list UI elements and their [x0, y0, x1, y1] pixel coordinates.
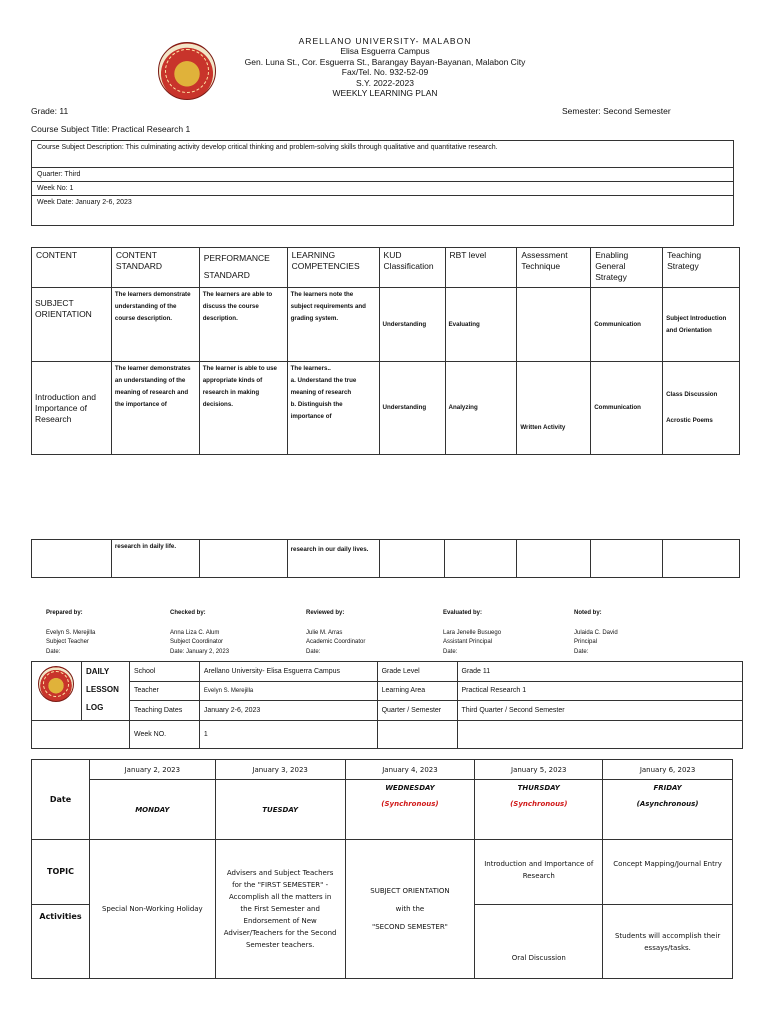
dll-title-line1: DAILY [85, 667, 110, 676]
day-wed-cell [345, 780, 475, 840]
date-wed: January 4, 2023 [345, 760, 475, 780]
signatory-title: Reviewed by: [306, 610, 345, 616]
signatory-date: Date: [574, 648, 589, 655]
signatory-title: Evaluated by: [443, 610, 483, 616]
row2-content-standard [111, 362, 199, 455]
header-teaching: Teaching Strategy [663, 248, 740, 288]
activities-row-label: Activities [32, 905, 90, 979]
signatory-title: Noted by: [574, 610, 602, 616]
header-learning-competencies: LEARNING COMPETENCIES [287, 248, 379, 288]
signatory-prepared [46, 609, 95, 657]
thursday-activity: Oral Discussion [475, 905, 603, 979]
semester-label: Semester: Second Semester [562, 106, 671, 116]
signatory-name: Anna Liza C. Alum [170, 629, 220, 636]
row1-rbt: Evaluating [445, 288, 517, 362]
signatory-evaluated [443, 609, 501, 657]
learning-area-label: Learning Area [377, 681, 457, 701]
dll-title-line2: LESSON [85, 685, 119, 694]
cont-enabling [591, 540, 663, 578]
cont-competencies: research in our daily lives. [287, 540, 379, 578]
signatory-date: Date: January 2, 2023 [170, 648, 230, 655]
day-fri-cell [603, 780, 733, 840]
weekly-schedule-table [31, 759, 733, 979]
day-wed: WEDNESDAY [385, 784, 435, 792]
table-row [32, 540, 740, 578]
date-tue: January 3, 2023 [215, 760, 345, 780]
day-mon: MONDAY [89, 780, 215, 840]
signatory-role: Principal [574, 639, 598, 645]
learning-area-value: Practical Research 1 [457, 681, 743, 701]
wednesday-line2: with the [395, 905, 425, 913]
signatory-date: Date: [443, 648, 458, 655]
signatory-date: Date: [306, 648, 321, 655]
row1-enabling: Communication [591, 288, 663, 362]
signatory-title: Prepared by: [46, 610, 83, 616]
empty-cell [32, 721, 130, 749]
empty-cell [377, 721, 457, 749]
row2-kud: Understanding [379, 362, 445, 455]
grade-level-label: Grade Level [377, 662, 457, 682]
weekly-plan-table [31, 247, 740, 455]
row2-teaching-line2: Acrostic Poems [666, 417, 713, 424]
topic-row-label: TOPIC [32, 840, 90, 905]
row2-competencies-line3: b. Distinguish the importance of [290, 401, 343, 420]
week-no-label: Week NO. [129, 721, 199, 749]
dll-title [81, 662, 129, 721]
cont-rbt [445, 540, 517, 578]
row2-teaching [663, 362, 740, 455]
course-info-box [31, 140, 734, 226]
day-thu-cell [475, 780, 603, 840]
signatory-name: Evelyn S. Merejilla [46, 629, 96, 636]
cont-content [32, 540, 112, 578]
row2-content-standard-line1: The learner demonstrates [114, 365, 191, 372]
signatory-name: Julie M. Arras [306, 629, 343, 636]
document-title: WEEKLY LEARNING PLAN [332, 88, 438, 98]
day-thu: THURSDAY [517, 784, 560, 792]
cont-assessment [517, 540, 591, 578]
signatory-name: Julaida C. David [574, 629, 618, 636]
tuesday-cell: Advisers and Subject Teachers for the "FIRST SEMESTER" - Accomplish all the matters in the First Semester and Endorsement of New Adviser/Teachers for the Second Semester teachers. [215, 840, 345, 979]
friday-topic: Concept Mapping/Journal Entry [603, 840, 733, 905]
signatory-noted [574, 609, 618, 657]
university-name: ARELLANO UNIVERSITY- MALABON [298, 36, 472, 46]
empty-cell [457, 721, 743, 749]
header-kud: KUD Classification [379, 248, 445, 288]
header-rbt: RBT level [445, 248, 517, 288]
teacher-value: Evelyn S. Merejilla [199, 681, 377, 701]
thursday-topic: Introduction and Importance of Research [475, 840, 603, 905]
row2-competencies-line1: The learners.. [290, 365, 331, 372]
day-tue: TUESDAY [215, 780, 345, 840]
quarter-semester-label: Quarter / Semester [377, 701, 457, 721]
row1-teaching: Subject Introduction and Orientation [663, 288, 740, 362]
plan-header-row [32, 248, 740, 288]
signatory-role: Academic Coordinator [306, 639, 366, 645]
header-content: CONTENT [32, 248, 112, 288]
mode-thu: (Synchronous) [510, 800, 568, 808]
row2-assessment: Written Activity [517, 362, 591, 455]
school-year: S.Y. 2022-2023 [356, 78, 414, 88]
row2-rbt: Analyzing [445, 362, 517, 455]
signatory-reviewed [306, 609, 365, 657]
monday-cell: Special Non-Working Holiday [89, 840, 215, 979]
quarter: Quarter: Third [32, 168, 734, 182]
wednesday-cell [345, 840, 475, 979]
cont-content-standard: research in daily life. [111, 540, 199, 578]
header-content-standard: CONTENT STANDARD [111, 248, 199, 288]
signatory-checked [170, 609, 229, 657]
row1-content-standard: The learners demonstrate understanding of the course description. [111, 288, 199, 362]
teaching-dates-value: January 2-6, 2023 [199, 701, 377, 721]
row1-content: SUBJECT ORIENTATION [32, 288, 112, 362]
row1-performance-standard: The learners are able to discuss the course description. [199, 288, 287, 362]
signatory-date: Date: [46, 648, 61, 655]
weekly-plan-continued [31, 539, 740, 578]
date-row-label: Date [32, 760, 90, 840]
table-row [32, 362, 740, 455]
row2-content-standard-line2: an understanding of the meaning of research and the importance of [114, 377, 189, 408]
header-enabling: Enabling General Strategy [591, 248, 663, 288]
course-title: Course Subject Title: Practical Research 1 [31, 124, 191, 134]
row2-competencies-line2: a. Understand the true meaning of research [290, 377, 357, 396]
row2-enabling: Communication [591, 362, 663, 455]
row2-competencies [287, 362, 379, 455]
university-seal-logo [38, 666, 74, 702]
campus-name: Elisa Esguerra Campus [340, 46, 430, 56]
teaching-dates-label: Teaching Dates [129, 701, 199, 721]
table-row [32, 288, 740, 362]
address: Gen. Luna St., Cor. Esguerra St., Barangay Bayan-Bayanan, Malabon City [244, 57, 526, 67]
grade-label: Grade: 11 [31, 106, 69, 116]
signatory-role: Subject Teacher [46, 639, 89, 645]
date-thu: January 5, 2023 [475, 760, 603, 780]
contact: Fax/Tel. No. 932-52-09 [341, 67, 429, 77]
row1-assessment [517, 288, 591, 362]
signatory-role: Subject Coordinator [170, 639, 224, 645]
friday-activity: Students will accomplish their essays/tasks. [603, 905, 733, 979]
row2-content: Introduction and Importance of Research [32, 362, 112, 455]
week-no-value: 1 [199, 721, 377, 749]
wednesday-line3: "SECOND SEMESTER" [372, 923, 448, 931]
day-fri: FRIDAY [653, 784, 682, 792]
week-date: Week Date: January 2-6, 2023 [32, 196, 734, 226]
signatory-role: Assistant Principal [443, 639, 493, 645]
daily-lesson-log-header [31, 661, 743, 749]
header-performance-standard: PERFORMANCE STANDARD [199, 248, 287, 288]
date-mon: January 2, 2023 [89, 760, 215, 780]
date-fri: January 6, 2023 [603, 760, 733, 780]
mode-wed: (Synchronous) [381, 800, 439, 808]
school-label: School [129, 662, 199, 682]
cont-kud [379, 540, 445, 578]
week-number: Week No: 1 [32, 182, 734, 196]
dll-logo-cell [32, 662, 82, 721]
school-value: Arellano University- Elisa Esguerra Campus [199, 662, 377, 682]
cont-teaching [663, 540, 740, 578]
dll-title-line3: LOG [85, 703, 104, 712]
row2-teaching-line1: Class Discussion [666, 391, 718, 398]
row1-competencies: The learners note the subject requirements and grading system. [287, 288, 379, 362]
grade-level-value: Grade 11 [457, 662, 743, 682]
row2-performance-standard: The learner is able to use appropriate kinds of research in making decisions. [199, 362, 287, 455]
cont-performance [199, 540, 287, 578]
teacher-label: Teacher [129, 681, 199, 701]
signatory-name: Lara Jenelle Busuego [443, 629, 502, 636]
wednesday-line1: SUBJECT ORIENTATION [370, 887, 450, 895]
header-assessment: Assessment Technique [517, 248, 591, 288]
signatory-title: Checked by: [170, 610, 206, 616]
course-description: Course Subject Description: This culminating activity develop critical thinking and problem-solving skills through qualitative and quantitative research. [32, 141, 734, 168]
mode-fri: (Asynchronous) [636, 800, 699, 808]
row1-kud: Understanding [379, 288, 445, 362]
quarter-semester-value: Third Quarter / Second Semester [457, 701, 743, 721]
